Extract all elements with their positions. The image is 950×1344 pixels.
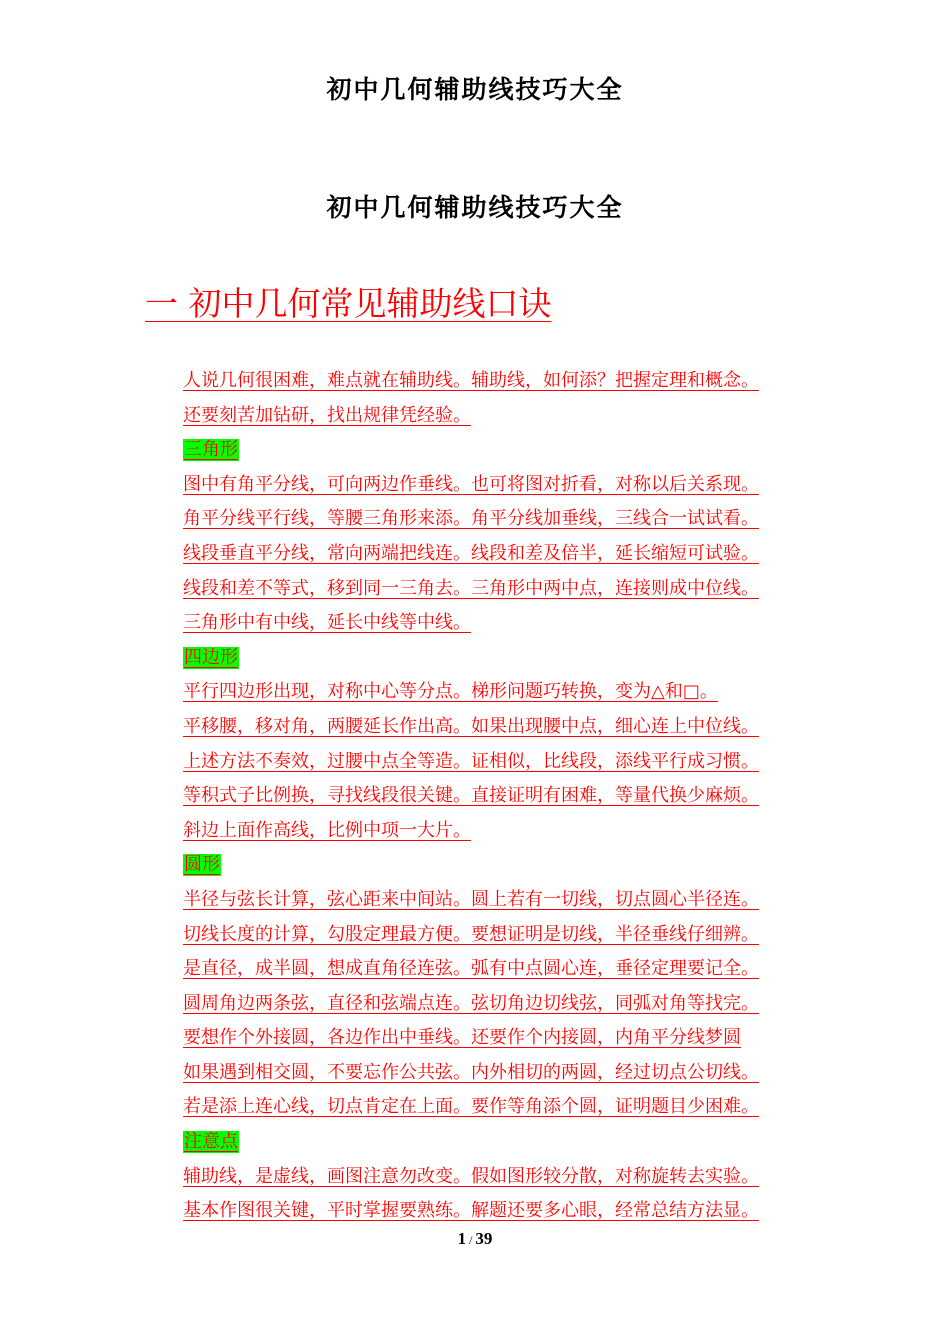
verse-line: 等积式子比例换，寻找线段很关键。直接证明有困难，等量代换少麻烦。 xyxy=(183,785,759,807)
verse-row xyxy=(183,712,798,747)
section-heading: 一 初中几何常见辅助线口诀 xyxy=(145,284,552,323)
verse-row xyxy=(183,885,798,920)
verse-body xyxy=(183,366,798,1231)
verse-line: 切线长度的计算，勾股定理最方便。要想证明是切线，半径垂线仔细辨。 xyxy=(183,923,759,945)
verse-row xyxy=(183,1092,798,1127)
page-number-separator: / xyxy=(469,1233,473,1247)
verse-line: 线段和差不等式，移到同一三角去。三角形中两中点，连接则成中位线。 xyxy=(183,577,759,599)
verse-line: 三角形中有中线，延长中线等中线。 xyxy=(183,612,471,634)
category-label: 注意点 xyxy=(184,1131,238,1153)
page-number-total: 39 xyxy=(475,1229,493,1248)
category-row xyxy=(183,435,798,470)
verse-line: 辅助线，是虚线，画图注意勿改变。假如图形较分散，对称旋转去实验。 xyxy=(183,1165,759,1187)
verse-line: 半径与弦长计算，弦心距来中间站。圆上若有一切线，切点圆心半径连。 xyxy=(183,888,759,910)
category-row xyxy=(183,1127,798,1162)
verse-line: 斜边上面作高线，比例中项一大片。 xyxy=(183,819,471,841)
verse-line: 人说几何很困难，难点就在辅助线。辅助线，如何添？把握定理和概念。 xyxy=(183,370,759,391)
verse-row xyxy=(183,1023,798,1058)
verse-row xyxy=(183,401,798,436)
verse-line: 图中有角平分线，可向两边作垂线。也可将图对折看，对称以后关系现。 xyxy=(183,473,759,495)
category-label: 圆形 xyxy=(184,854,220,876)
verse-row xyxy=(183,747,798,782)
verse-row xyxy=(183,1196,798,1231)
verse-row xyxy=(183,539,798,574)
page-number-current: 1 xyxy=(457,1229,467,1248)
verse-row xyxy=(183,504,798,539)
category-label: 三角形 xyxy=(184,439,238,461)
verse-line: 平移腰，移对角，两腰延长作出高。如果出现腰中点，细心连上中位线。 xyxy=(183,715,759,737)
verse-row xyxy=(183,470,798,505)
verse-line: 还要刻苦加钻研，找出规律凭经验。 xyxy=(183,404,471,426)
verse-line: 线段垂直平分线，常向两端把线连。线段和差及倍半，延长缩短可试验。 xyxy=(183,542,759,564)
verse-row xyxy=(183,366,798,401)
document-title: 初中几何辅助线技巧大全 xyxy=(326,193,624,222)
verse-row xyxy=(183,677,798,712)
verse-row xyxy=(183,1162,798,1197)
verse-row xyxy=(183,954,798,989)
category-row xyxy=(183,643,798,678)
verse-row xyxy=(183,574,798,609)
verse-line: 平行四边形出现，对称中心等分点。梯形问题巧转换，变为△和□。 xyxy=(183,681,718,703)
verse-line: 上述方法不奏效，过腰中点全等造。证相似，比线段，添线平行成习惯。 xyxy=(183,750,759,772)
verse-line: 如果遇到相交圆，不要忘作公共弦。内外相切的两圆，经过切点公切线。 xyxy=(183,1061,759,1083)
verse-line: 基本作图很关键，平时掌握要熟练。解题还要多心眼，经常总结方法显。 xyxy=(183,1200,759,1222)
verse-line: 是直径，成半圆，想成直角径连弦。弧有中点圆心连，垂径定理要记全。 xyxy=(183,958,759,980)
verse-line: 要想作个外接圆，各边作出中垂线。还要作个内接圆，内角平分线梦圆 xyxy=(183,1027,741,1049)
verse-line: 角平分线平行线，等腰三角形来添。角平分线加垂线，三线合一试试看。 xyxy=(183,508,759,530)
verse-line: 若是添上连心线，切点肯定在上面。要作等角添个圆，证明题目少困难。 xyxy=(183,1096,759,1118)
verse-row xyxy=(183,1058,798,1093)
verse-row xyxy=(183,989,798,1024)
verse-row xyxy=(183,920,798,955)
verse-row xyxy=(183,816,798,851)
verse-row xyxy=(183,608,798,643)
page-header-title: 初中几何辅助线技巧大全 xyxy=(326,75,624,104)
category-row xyxy=(183,850,798,885)
verse-row xyxy=(183,781,798,816)
category-label: 四边形 xyxy=(184,646,238,668)
verse-line: 圆周角边两条弦，直径和弦端点连。弦切角边切线弦，同弧对角等找完。 xyxy=(183,992,759,1014)
page-number xyxy=(0,1229,950,1249)
